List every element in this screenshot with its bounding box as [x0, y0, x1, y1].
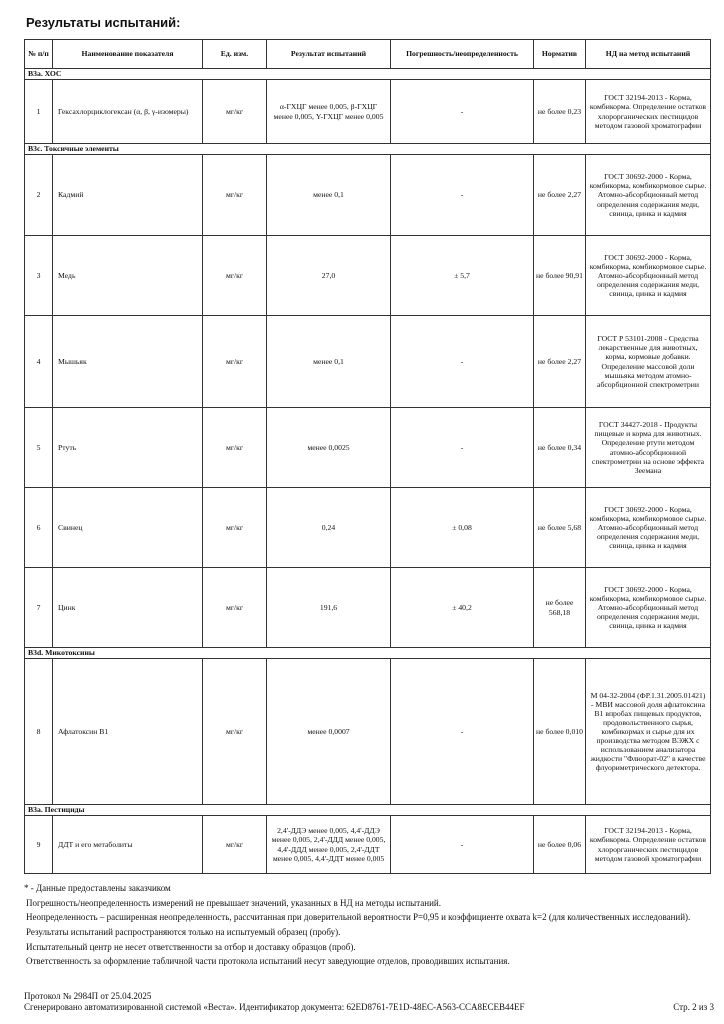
- section-title: В3d. Микотоксины: [25, 648, 711, 659]
- cell-norm: не более 568,18: [534, 568, 586, 648]
- cell-name: Афлатоксин В1: [53, 659, 203, 805]
- cell-unit: мг/кг: [203, 155, 267, 236]
- cell-result: 27,0: [267, 236, 391, 316]
- cell-result: α-ГХЦГ менее 0,005, β-ГХЦГ менее 0,005, Y-ГХЦГ менее 0,005: [267, 80, 391, 144]
- cell-norm: не более 5,68: [534, 488, 586, 568]
- page-number: Стр. 2 из 3: [673, 1002, 714, 1013]
- section-title: В3с. Токсичные элементы: [25, 144, 711, 155]
- cell-method: ГОСТ 32194-2013 - Корма, комбикорма. Определение остатков хлорорганических пестицидов методом газовой хроматографии: [586, 816, 711, 874]
- cell-uncertainty: -: [391, 316, 534, 408]
- cell-norm: не более 90,91: [534, 236, 586, 316]
- section-title: В3а. Пестициды: [25, 805, 711, 816]
- generated-by: Сгенерировано автоматизированной системой «Веста». Идентификатор документа: 62ED8761-7E1D-48EC-A563-CCA8ECEB44EF: [24, 1002, 525, 1013]
- cell-method: ГОСТ 30692-2000 - Корма, комбикорма, комбикормовое сырье. Атомно-абсорбционный метод определения содержания меди, свинца, цинка и кадмия: [586, 236, 711, 316]
- cell-name: Мышьяк: [53, 316, 203, 408]
- table-row: [25, 236, 711, 316]
- cell-result: 191,6: [267, 568, 391, 648]
- note-scope: Результаты испытаний распространяются только на испытуемый образец (пробу).: [26, 927, 341, 938]
- note-uncertainty-limit: Погрешность/неопределенность измерений не превышает значений, указанных в НД на методы испытаний.: [26, 897, 441, 908]
- cell-num: 5: [25, 408, 53, 488]
- cell-method: ГОСТ Р 53101-2008 - Средства лекарственные для животных, корма, кормовые добавки. Определение массовой доли мышьяка методом атомно-абсорбционной спектрометрии: [586, 316, 711, 408]
- cell-result: 2,4'-ДДЭ менее 0,005, 4,4'-ДДЭ менее 0,005, 2,4'-ДДД менее 0,005, 4,4'-ДДД менее 0,005, 2,4'-ДДТ менее 0,005, 4,4'-ДДТ менее 0,005: [267, 816, 391, 874]
- cell-uncertainty: -: [391, 659, 534, 805]
- cell-method: ГОСТ 32194-2013 - Корма, комбикорма. Определение остатков хлорорганических пестицидов методом газовой хроматографии: [586, 80, 711, 144]
- cell-norm: не более 0,23: [534, 80, 586, 144]
- cell-num: 2: [25, 155, 53, 236]
- cell-name: Свинец: [53, 488, 203, 568]
- cell-num: 4: [25, 316, 53, 408]
- table-header-row: [25, 40, 711, 69]
- cell-num: 7: [25, 568, 53, 648]
- cell-name: Медь: [53, 236, 203, 316]
- cell-unit: мг/кг: [203, 316, 267, 408]
- note-uncertainty-definition: Неопределенность – расширенная неопределенность, рассчитанная при доверительной вероятности P=0,95 и коэффициенте охвата k=2 (для количественных исследований).: [26, 912, 691, 923]
- note-responsibility: Ответственность за оформление табличной части протокола испытаний несут заведующие отделов, проводивших испытания.: [26, 956, 510, 967]
- header-norm: Норматив: [534, 40, 586, 69]
- cell-result: менее 0,1: [267, 316, 391, 408]
- cell-method: ГОСТ 30692-2000 - Корма, комбикорма, комбикормовое сырье. Атомно-абсорбционный метод определения содержания меди, свинца, цинка и кадмия: [586, 155, 711, 236]
- table-row: [25, 408, 711, 488]
- note-sampling-liability: Испытательный центр не несет ответственности за отбор и доставку образцов (проб).: [26, 941, 356, 952]
- cell-name: Кадмий: [53, 155, 203, 236]
- cell-method: ГОСТ 30692-2000 - Корма, комбикорма, комбикормовое сырье. Атомно-абсорбционный метод определения содержания меди, свинца, цинка и кадмия: [586, 568, 711, 648]
- cell-num: 8: [25, 659, 53, 805]
- page-footer: [24, 991, 714, 1014]
- cell-result: менее 0,0025: [267, 408, 391, 488]
- section-row: [25, 144, 711, 155]
- cell-unit: мг/кг: [203, 568, 267, 648]
- header-uncertainty: Погрешность/неопределенность: [391, 40, 534, 69]
- table-row: [25, 816, 711, 874]
- cell-norm: не более 2,27: [534, 155, 586, 236]
- cell-norm: не более 0,06: [534, 816, 586, 874]
- section-row: [25, 805, 711, 816]
- cell-norm: не более 0,34: [534, 408, 586, 488]
- cell-name: Цинк: [53, 568, 203, 648]
- cell-uncertainty: ± 40,2: [391, 568, 534, 648]
- cell-method: М 04-32-2004 (ФР.1.31.2005.01421) - МВИ массовой доля афлатоксина В1 впробах пищевых продуктов, продовольственного сырья, комбикормах и сырье для их производства методом ВЭЖХ с использованием анализатора жидкости "Флюорат-02" в качестве флуориметрического детектора.: [586, 659, 711, 805]
- cell-num: 3: [25, 236, 53, 316]
- cell-result: менее 0,1: [267, 155, 391, 236]
- section-row: [25, 69, 711, 80]
- cell-result: 0,24: [267, 488, 391, 568]
- cell-unit: мг/кг: [203, 236, 267, 316]
- notes-block: [24, 883, 714, 971]
- section-title: В3а. ХОС: [25, 69, 711, 80]
- results-table: [24, 39, 711, 874]
- header-method: НД на метод испытаний: [586, 40, 711, 69]
- cell-method: ГОСТ 30692-2000 - Корма, комбикорма, комбикормовое сырье. Атомно-абсорбционный метод определения содержания меди, свинца, цинка и кадмия: [586, 488, 711, 568]
- header-num: № п/п: [25, 40, 53, 69]
- cell-unit: мг/кг: [203, 816, 267, 874]
- table-row: [25, 316, 711, 408]
- page-title: Результаты испытаний:: [26, 15, 181, 30]
- table-row: [25, 80, 711, 144]
- cell-norm: не более 0,010: [534, 659, 586, 805]
- cell-norm: не более 2,27: [534, 316, 586, 408]
- protocol-number: Протокол № 2984П от 25.04.2025: [24, 991, 152, 1001]
- note-customer-data: * - Данные предоставлены заказчиком: [24, 883, 171, 893]
- header-name: Наименование показателя: [53, 40, 203, 69]
- table-row: [25, 155, 711, 236]
- header-unit: Ед. изм.: [203, 40, 267, 69]
- cell-uncertainty: -: [391, 816, 534, 874]
- cell-method: ГОСТ 34427-2018 - Продукты пищевые и корма для животных. Определение ртути методом атомно-абсорбционной спектрометрии на основе эффекта Зеемана: [586, 408, 711, 488]
- cell-unit: мг/кг: [203, 659, 267, 805]
- cell-uncertainty: ± 0,08: [391, 488, 534, 568]
- table-row: [25, 659, 711, 805]
- cell-result: менее 0,0007: [267, 659, 391, 805]
- cell-uncertainty: -: [391, 80, 534, 144]
- table-row: [25, 488, 711, 568]
- cell-unit: мг/кг: [203, 488, 267, 568]
- cell-num: 1: [25, 80, 53, 144]
- cell-name: ДДТ и его метаболиты: [53, 816, 203, 874]
- cell-uncertainty: ± 5,7: [391, 236, 534, 316]
- cell-num: 6: [25, 488, 53, 568]
- section-row: [25, 648, 711, 659]
- cell-unit: мг/кг: [203, 80, 267, 144]
- cell-num: 9: [25, 816, 53, 874]
- table-row: [25, 568, 711, 648]
- cell-name: Гексахлорциклогексан (α, β, γ-изомеры): [53, 80, 203, 144]
- cell-uncertainty: -: [391, 408, 534, 488]
- cell-uncertainty: -: [391, 155, 534, 236]
- cell-unit: мг/кг: [203, 408, 267, 488]
- cell-name: Ртуть: [53, 408, 203, 488]
- header-result: Результат испытаний: [267, 40, 391, 69]
